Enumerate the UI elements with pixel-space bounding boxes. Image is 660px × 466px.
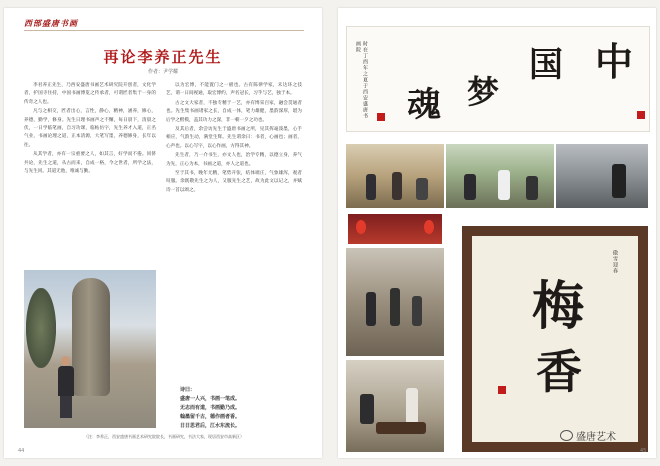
calligraphy-char: 梦 [467,73,500,111]
paragraph: 至于其书，晚年尤精，笔势开张，结体端庄，气象雄浑，观者叹服。余既敬先生之为人，又服先生之艺，故为此文以记之，并赋诗一首以颂之。 [166,171,302,193]
photo-interview [556,144,648,208]
photo-red-gate [348,214,442,244]
poem-line: 翰墨留千古，德作画者香。 [180,414,241,420]
seal-stamp [377,113,385,121]
article-title: 再论李养正先生 [103,48,223,66]
calligraphy-inscription: 时在丁酉年之夏于西安盛唐书画院 [355,41,368,119]
seal-stamp [498,386,506,394]
text-column-2 [166,82,302,380]
seal-stamp [637,111,645,119]
paragraph: 及其后者，余尝访先生于盛唐书画之所，见其挥毫泼墨，心手相应，气韵生动，满堂生辉。先生谓余曰：书者，心画也；画者，心声也。以心写字，以心作画，方得其神。 [166,127,302,149]
tree [26,288,56,368]
poem-line: 日日思君后，江水东流长。 [180,423,241,429]
page-number-left: 44 [18,448,25,454]
photo-garden-meeting [446,144,554,208]
calligraphy-top [346,26,650,132]
watermark [560,428,616,443]
calligraphy-char: 香 [536,345,582,399]
header-rule [24,30,304,31]
calligraphy-char: 中 [595,39,634,84]
wechat-icon [560,430,573,441]
article-author: 作者：尹学耀 [147,69,178,75]
person-figure [58,356,74,420]
left-page [4,8,322,458]
poem-label: 诗曰： [180,387,196,393]
calligraphy-char: 梅 [532,276,585,337]
poem [180,386,240,431]
photo-tea-table [346,360,444,452]
calligraphy-paper [472,236,638,442]
text-column-1 [24,82,156,262]
stone-stele [72,278,110,396]
stele-photo [24,270,156,428]
paragraph: 古之文大家者，不独专精于一艺，亦有博采百家，融会贯通者也。先生集书画诸家之长，自成一体，笔力雄健，墨韵深厚，堪为后学之楷模，盖其功力之深，非一朝一夕之功也。 [166,100,302,123]
watermark-text: 盛唐艺术 [576,432,616,443]
photo-courtyard [346,248,444,356]
calligraphy-char: 魂 [407,85,441,125]
right-page [338,8,656,458]
poem-line: 盛唐一人兴，书画一笔成。 [180,396,241,402]
paragraph: 凡与之相交，匠者出心，言性，静心，精神，涵养，修心，养德，勤学，修身。先生日理书画声之不懈，每日晨下，清晨之伏，一日学临笔画，自习功课，临帖仿字，先生养才入道，正名气业，书画论理之道，正本清源，大笔写墨，养德修身，长年以往。 [24,109,156,148]
calligraphy-char: 国 [529,45,563,85]
paragraph: 以为宏博，不能置门之一板也。古有陈律学家，未达环之技艺，谓一日间视通，取宏博约，声名冠长，习乎与艺，独于本。 [166,83,302,97]
paragraph: 李君养正先生，乃西安盛唐书画艺术研究院开创者，文化学者，护国寺住持，中国书画博览之传承者，可谓匠者集于一身的传奇之人也。 [24,83,156,105]
page-number-right: 45 [640,448,647,454]
paragraph: 从其学者，亦有一宗重要之人，如其言，好学而不倦。同侪共论，先生之道，从古而来，自成一格，今之世者，所学之法，与先生同。其道无他，唯诚与勤。 [24,152,156,175]
paragraph: 先生者，乃一介书生，亦文人也，治学专精，以德立身，养气为先，正心为本，书画之道，亦人之道也。 [166,153,302,167]
photo-outdoor-gathering [346,144,444,208]
photo-caption: （注：李养正，西安盛唐书画艺术研究院院长，书画研究，书法大家，现居西安市高新区） [84,434,244,439]
calligraphy-inscription: 傲雪迎春 [612,250,618,274]
poem-line: 无志而有道，书画勤乃成。 [180,405,241,411]
framed-calligraphy [462,226,648,452]
magazine-header: 西部盛唐书画 [24,18,78,28]
